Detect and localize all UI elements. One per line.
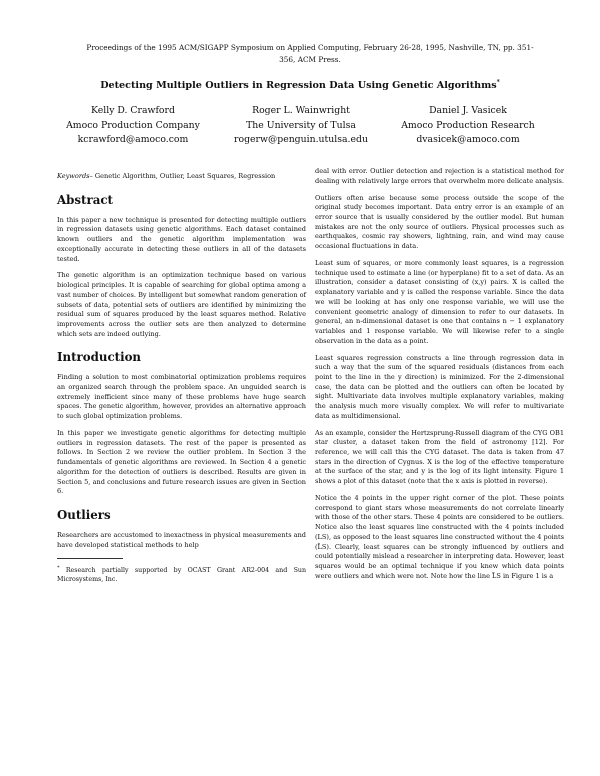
proceedings-header: Proceedings of the 1995 ACM/SIGAPP Symposium on Applied Computing, February 26-28, 1995, Nashville, TN, pp. 351-356, ACM Press. — [86, 43, 534, 64]
title-footnote-mark: * — [496, 79, 500, 86]
keywords — [57, 172, 306, 182]
abstract-heading: Abstract — [57, 192, 113, 207]
author-wainwright — [216, 104, 386, 148]
abstract-paragraph-2: The genetic algorithm is an optimization technique based on various biological principles. It is capable of searching for global optima among a vast number of choices. By intelligent but somewhat random generation of subsets of data, potential sets of outliers are identified by minimizing the residual sum of squares produced by the least squares method. Relative improvements across the outlier sets are then analyzed to determine which sets are indeed outlying. — [57, 271, 306, 338]
paper-title — [40, 79, 560, 91]
author-email: dvasicek@amoco.com — [416, 134, 520, 145]
author-affiliation: Amoco Production Company — [66, 119, 200, 131]
keywords-text: – Genetic Algorithm, Outlier, Least Squares, Regression — [89, 172, 276, 180]
outliers-paragraph-1: Researchers are accustomed to inexactness in physical measurements and have developed statistical methods to help — [57, 530, 306, 549]
author-affiliation: Amoco Production Research — [401, 119, 535, 131]
body-paragraph-1: deal with error. Outlier detection and rejection is a statistical method for dealing with relatively large errors that overwhelm more delicate analysis. — [315, 167, 564, 185]
introduction-paragraph-2: In this paper we investigate genetic algorithms for detecting multiple outliers in regression datasets. The rest of the paper is presented as follows. In Section 2 we review the outlier problem. In Section 3 the fundamentals of genetic algorithms are reviewed. In Section 4 a genetic algorithm for the detection of outliers is described. Results are given in Section 5, and conclusions and future research issues are given in Section 6. — [57, 429, 306, 496]
outliers-heading: Outliers — [57, 507, 111, 522]
abstract-paragraph-1: In this paper a new technique is presented for detecting multiple outliers in regression datasets using genetic algorithms. Each dataset contained known outliers and the genetic algorithm implementation was exceptionally accurate in detecting these outliers in all of the datasets tested. — [57, 215, 306, 263]
body-paragraph-6: Notice the 4 points in the upper right corner of the plot. These points correspond to giant stars whose measurements do not correlate linearly with those of the other stars. These 4 points are considered to be outliers. Notice also the least squares line constructed with the 4 points included (LS), as opposed to the least squares line constructed without the 4 points (L̃S). Clearly, least squares can be strongly influenced by outliers and could potentially mislead a researcher in interpreting data. However, least squares would be an optimal technique if you knew which data points were outliers and which were not. Note how the line L̃S in Figure 1 is a — [315, 494, 564, 580]
body-paragraph-4: Least squares regression constructs a line through regression data in such a way that the sum of the squared residuals (distances from each point to the line in the y direction) is minimized. For the 2-dimensional case, the data can be plotted and the outliers can often be located by sight. Multivariate data involves multiple explanatory variables, making the analysis much more visually complex. We will refer to multivariate data as multidimensional. — [315, 353, 564, 420]
keywords-label: Keywords — [57, 172, 90, 180]
author-email: rogerw@penguin.utulsa.edu — [234, 134, 368, 145]
body-paragraph-3: Least sum of squares, or more commonly least squares, is a regression technique used to estimate a line (or hyperplane) fit to a set of data. As an illustration, consider a dataset consisting of (x,y) pairs. X is called the explanatory variable and y is called the response variable. Since the data we will be looking at has only one response variable, we will use the convenient geometric analogy of dimension to refer to our datasets. In general, an n-dimensional dataset is one that contains n − 1 explanatory variables and 1 response variable. We will likewise refer to a single observation in the data as a point. — [315, 259, 564, 345]
body-paragraph-2: Outliers often arise because some process outside the scope of the original study becomes important. Data entry error is an example of an error source that is usually considered by the outlier model. But human mistakes are not the only source of outliers. Physical processes such as earthquakes, cosmic ray showers, lightning, rain, and wind may cause occasional fluctuations in data. — [315, 193, 564, 251]
footnote-rule — [57, 558, 123, 559]
introduction-paragraph-1: Finding a solution to most combinatorial optimization problems requires an organized search through the problem space. An unguided search is extremely inefficient since many of these problems have huge search spaces. The genetic algorithm, however, provides an alternative approach to such global optimization problems. — [57, 373, 306, 421]
left-column — [57, 172, 306, 584]
author-crawford — [48, 104, 218, 148]
body-paragraph-5: As an example, consider the Hertzsprung-Russell diagram of the CYG OB1 star cluster, a dataset taken from the field of astronomy [12]. For reference, we will call this the CYG dataset. The data is taken from 47 stars in the direction of Cygnus. X is the log of the effective temperature at the surface of the star, and y is the log of its light intensity. Figure 1 shows a plot of this dataset (note that the x axis is plotted in reverse). — [315, 428, 564, 486]
footnote-text: Research partially supported by OCAST Grant AR2-004 and Sun Microsystems, Inc. — [57, 566, 306, 583]
footnote — [57, 564, 306, 584]
introduction-heading: Introduction — [57, 350, 142, 365]
author-name: Kelly D. Crawford — [91, 105, 175, 116]
author-vasicek — [383, 104, 553, 148]
right-column — [315, 167, 564, 589]
author-name: Daniel J. Vasicek — [429, 105, 507, 116]
paper-title-text: Detecting Multiple Outliers in Regression Data Using Genetic Algorithms — [100, 80, 497, 92]
author-name: Roger L. Wainwright — [252, 105, 350, 116]
author-email: kcrawford@amoco.com — [77, 134, 189, 145]
author-affiliation: The University of Tulsa — [246, 119, 356, 131]
footnote-mark: * — [57, 564, 60, 571]
